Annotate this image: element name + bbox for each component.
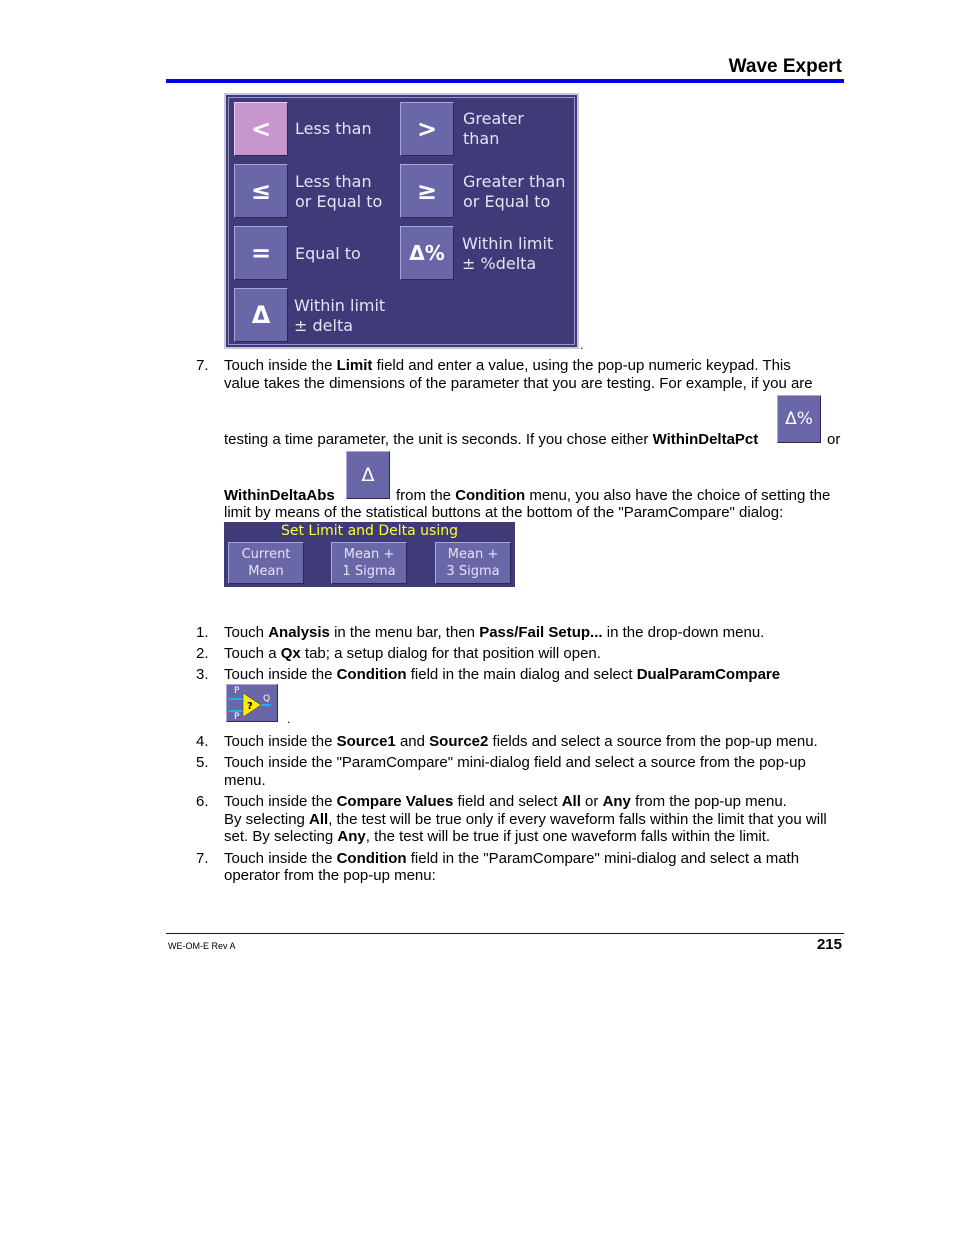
within-delta-button[interactable]: Δ [234,288,288,342]
dual-param-compare-icon [226,684,278,722]
page-number: 215 [816,936,842,953]
period: . [287,712,291,726]
step-number: 7. [196,850,209,867]
step7-line5: limit by means of the statistical buttons at the bottom of the "ParamCompare" dialog: [224,504,784,521]
greater-than-label: Greater than [463,109,524,148]
within-pct-delta-button[interactable]: Δ% [400,226,454,280]
step-number: 5. [196,754,209,771]
header-title: Wave Expert [728,56,842,77]
within-pct-delta-label: Within limit ± %delta [462,234,554,273]
svg-text:Q: Q [263,694,271,704]
set-limit-panel [224,522,515,587]
less-equal-label: Less than or Equal to [295,172,383,211]
step6-text-line3: set. By selecting Any, the test will be true if just one waveform falls within the limit. [224,828,771,845]
mean-1-sigma-button[interactable]: Mean + 1 Sigma [331,542,407,584]
period: . [580,338,584,352]
step5-text: Touch inside the "ParamCompare" mini-dialog field and select a source from the pop-up [224,754,806,771]
step7b-text-cont: operator from the pop-up menu: [224,867,436,884]
mean-3-sigma-button[interactable]: Mean + 3 Sigma [435,542,511,584]
footer-doc-id: WE-OM-E Rev A [168,941,236,951]
step-number: 6. [196,793,209,810]
step7-line2: value takes the dimensions of the parameter that you are testing. For example, if you are [224,375,813,392]
or-text: or [827,431,841,448]
equal-to-button[interactable]: = [234,226,288,280]
svg-text:P: P [234,712,240,721]
less-than-button[interactable]: < [234,102,288,156]
current-mean-button[interactable]: Current Mean [228,542,304,584]
greater-equal-label: Greater than or Equal to [463,172,566,211]
step2-text: Touch a Qx tab; a setup dialog for that position will open. [224,645,601,662]
step7-line1: Touch inside the Limit field and enter a value, using the pop-up numeric keypad. This [224,357,791,374]
greater-than-button[interactable]: > [400,102,454,156]
within-delta-label: Within limit ± delta [294,296,386,335]
greater-equal-button[interactable]: ≥ [400,164,454,218]
step4-text: Touch inside the Source1 and Source2 fields and select a source from the pop-up menu. [224,733,818,750]
set-limit-title: Set Limit and Delta using [280,523,458,539]
header-rule [166,79,844,83]
less-equal-button[interactable]: ≤ [234,164,288,218]
svg-text:P: P [234,686,240,696]
footer-rule [166,933,844,934]
step-number: 1. [196,624,209,641]
step7-line4b: from the Condition menu, you also have the choice of setting the [396,487,831,504]
svg-text:?: ? [247,701,253,712]
step7b-text: Touch inside the Condition field in the "ParamCompare" mini-dialog and select a math [224,850,800,867]
step6-text-line2: By selecting All, the test will be true only if every waveform falls within the limit that you will [224,811,827,828]
step1-text: Touch Analysis in the menu bar, then Pass/Fail Setup... in the drop-down menu. [224,624,765,641]
step6-text: Touch inside the Compare Values field and select All or Any from the pop-up menu. [224,793,787,810]
within-delta-abs-icon: Δ [346,451,390,499]
condition-menu [224,93,579,349]
less-than-label: Less than [295,119,372,138]
step-number: 4. [196,733,209,750]
step-number: 7. [196,357,209,374]
within-delta-pct-icon: Δ% [777,395,821,443]
step7-line4a: WithinDeltaAbs [224,487,335,504]
equal-to-label: Equal to [295,244,361,263]
step-number: 2. [196,645,209,662]
step3-text: Touch inside the Condition field in the main dialog and select DualParamCompare [224,666,781,683]
step5-text-cont: menu. [224,772,266,789]
step7-line3: testing a time parameter, the unit is seconds. If you chose either WithinDeltaPct [224,431,759,448]
step-number: 3. [196,666,209,683]
